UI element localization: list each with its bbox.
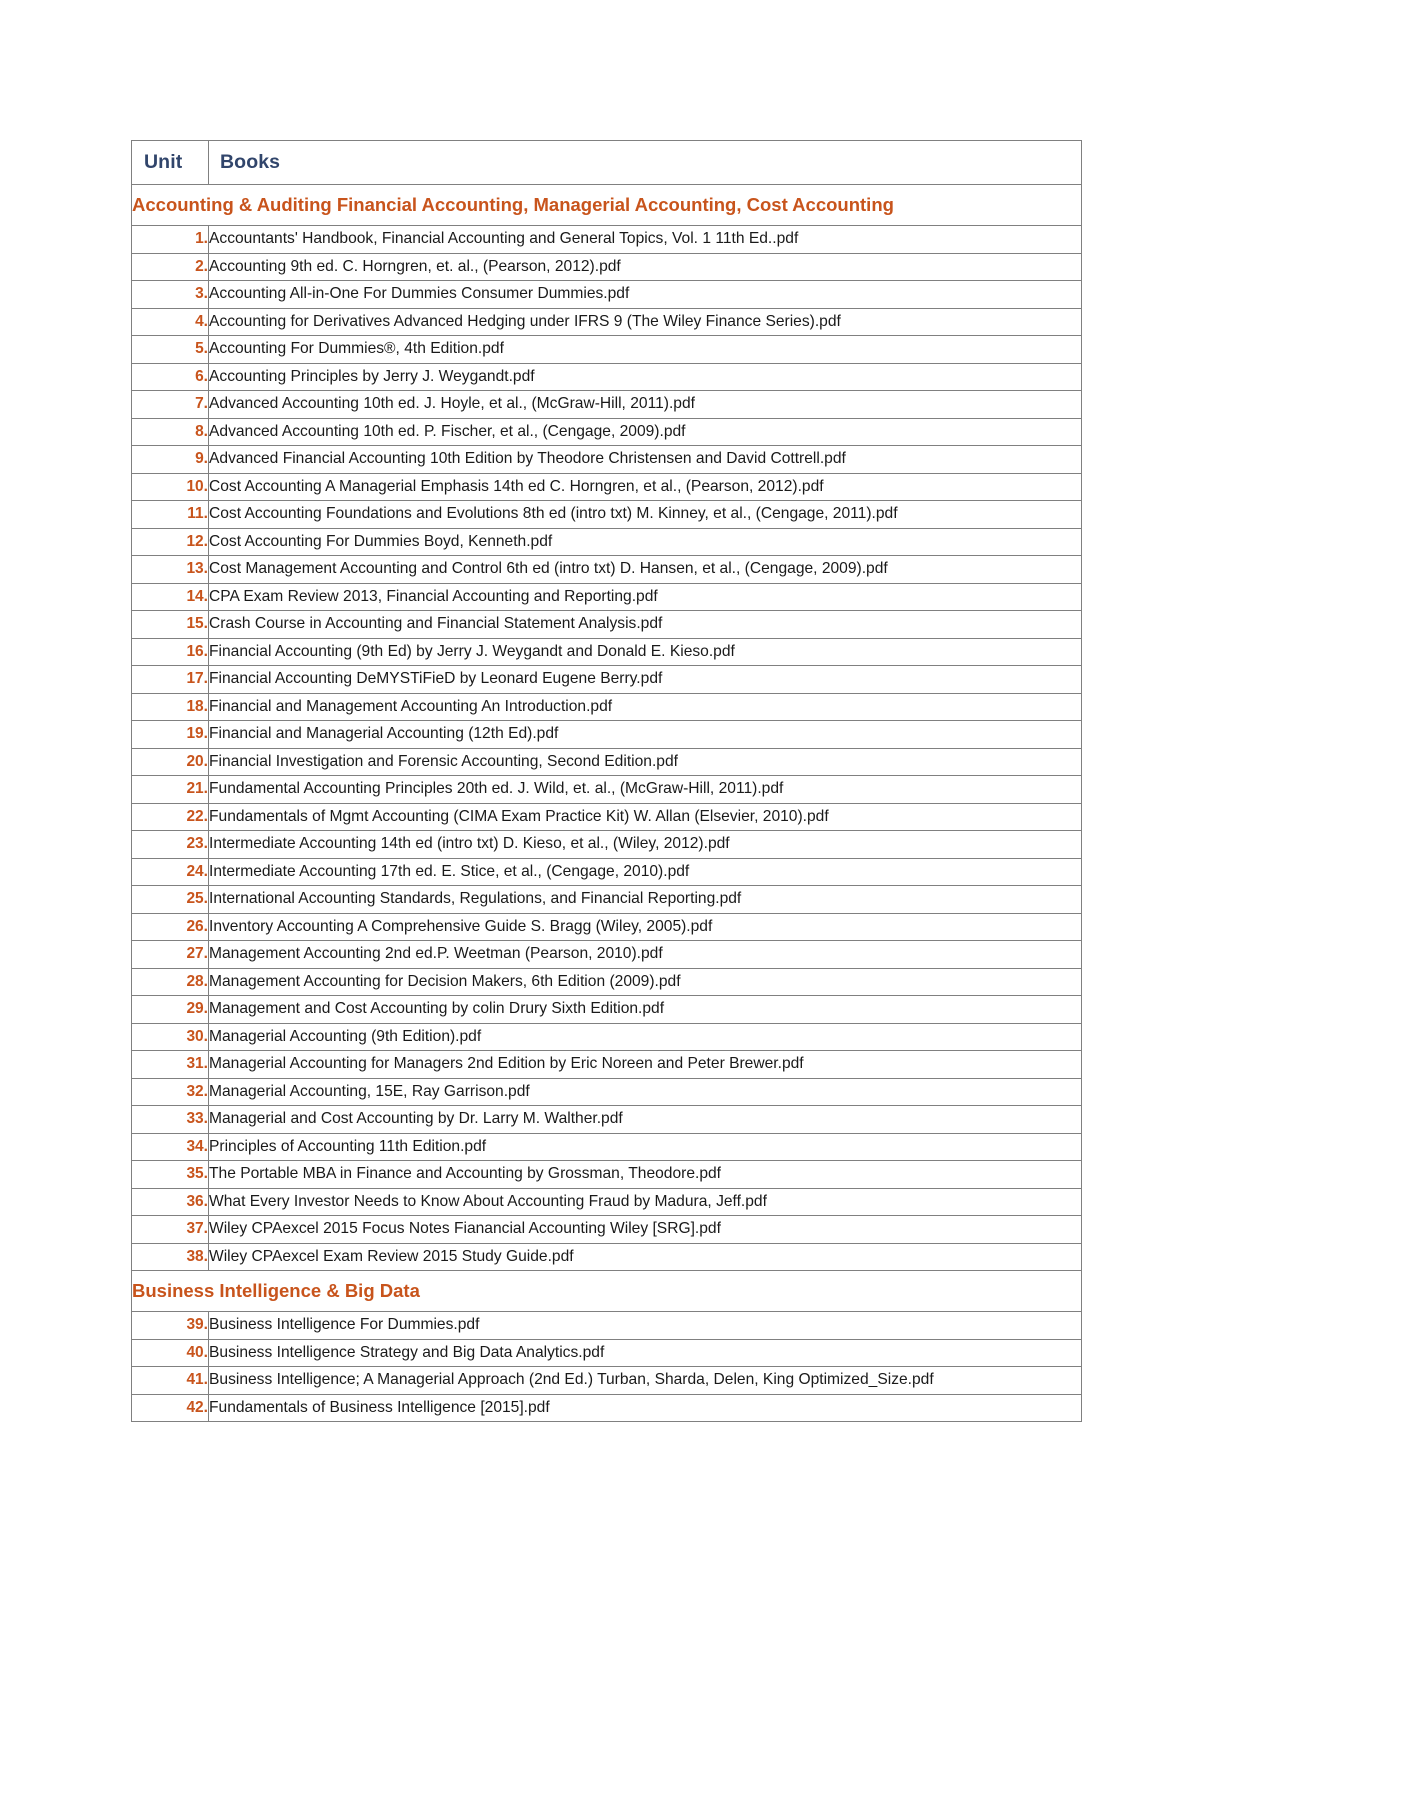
row-number: 25.: [132, 886, 209, 914]
book-title: Crash Course in Accounting and Financial Statement Analysis.pdf: [209, 611, 1082, 639]
row-number: 35.: [132, 1161, 209, 1189]
table-row: [132, 446, 1082, 474]
table-row: [132, 418, 1082, 446]
book-title: Financial Accounting DeMYSTiFieD by Leonard Eugene Berry.pdf: [209, 666, 1082, 694]
book-title: Advanced Financial Accounting 10th Edition by Theodore Christensen and David Cottrell.pdf: [209, 446, 1082, 474]
table-row: [132, 1394, 1082, 1422]
table-row: [132, 748, 1082, 776]
row-number: 36.: [132, 1188, 209, 1216]
row-number: 42.: [132, 1394, 209, 1422]
row-number: 4.: [132, 308, 209, 336]
row-number: 14.: [132, 583, 209, 611]
section-header-row: [132, 185, 1082, 226]
row-number: 27.: [132, 941, 209, 969]
column-header-books: Books: [209, 141, 1082, 185]
table-row: [132, 693, 1082, 721]
row-number: 33.: [132, 1106, 209, 1134]
book-title: Financial Accounting (9th Ed) by Jerry J. Weygandt and Donald E. Kieso.pdf: [209, 638, 1082, 666]
book-title: Managerial and Cost Accounting by Dr. Larry M. Walther.pdf: [209, 1106, 1082, 1134]
table-header-row: [132, 141, 1082, 185]
table-row: [132, 583, 1082, 611]
book-title: Financial and Management Accounting An Introduction.pdf: [209, 693, 1082, 721]
book-title: Cost Accounting Foundations and Evolutions 8th ed (intro txt) M. Kinney, et al., (Cengage, 2011).pdf: [209, 501, 1082, 529]
books-table: [131, 140, 1082, 1422]
table-row: [132, 913, 1082, 941]
table-row: [132, 638, 1082, 666]
table-row: [132, 501, 1082, 529]
book-title: Cost Management Accounting and Control 6th ed (intro txt) D. Hansen, et al., (Cengage, 2009).pdf: [209, 556, 1082, 584]
book-title: Business Intelligence; A Managerial Approach (2nd Ed.) Turban, Sharda, Delen, King Optimized_Size.pdf: [209, 1367, 1082, 1395]
row-number: 17.: [132, 666, 209, 694]
row-number: 18.: [132, 693, 209, 721]
book-title: Wiley CPAexcel Exam Review 2015 Study Guide.pdf: [209, 1243, 1082, 1271]
section-title: Accounting & Auditing Financial Accounting, Managerial Accounting, Cost Accounting: [132, 185, 1082, 226]
book-title: Cost Accounting A Managerial Emphasis 14th ed C. Horngren, et al., (Pearson, 2012).pdf: [209, 473, 1082, 501]
table-row: [132, 831, 1082, 859]
book-title: Managerial Accounting, 15E, Ray Garrison.pdf: [209, 1078, 1082, 1106]
row-number: 29.: [132, 996, 209, 1024]
book-title: Management Accounting 2nd ed.P. Weetman (Pearson, 2010).pdf: [209, 941, 1082, 969]
book-title: What Every Investor Needs to Know About Accounting Fraud by Madura, Jeff.pdf: [209, 1188, 1082, 1216]
book-title: Fundamentals of Mgmt Accounting (CIMA Exam Practice Kit) W. Allan (Elsevier, 2010).pdf: [209, 803, 1082, 831]
book-title: Accounting All-in-One For Dummies Consumer Dummies.pdf: [209, 281, 1082, 309]
book-title: Business Intelligence Strategy and Big Data Analytics.pdf: [209, 1339, 1082, 1367]
table-row: [132, 996, 1082, 1024]
row-number: 31.: [132, 1051, 209, 1079]
table-row: [132, 1078, 1082, 1106]
table-row: [132, 473, 1082, 501]
row-number: 21.: [132, 776, 209, 804]
row-number: 11.: [132, 501, 209, 529]
row-number: 30.: [132, 1023, 209, 1051]
table-row: [132, 721, 1082, 749]
table-row: [132, 1023, 1082, 1051]
table-row: [132, 1106, 1082, 1134]
row-number: 3.: [132, 281, 209, 309]
table-row: [132, 363, 1082, 391]
row-number: 39.: [132, 1312, 209, 1340]
table-row: [132, 308, 1082, 336]
row-number: 20.: [132, 748, 209, 776]
table-row: [132, 611, 1082, 639]
table-row: [132, 886, 1082, 914]
book-title: Fundamentals of Business Intelligence [2015].pdf: [209, 1394, 1082, 1422]
book-title: Cost Accounting For Dummies Boyd, Kenneth.pdf: [209, 528, 1082, 556]
book-title: Accounting for Derivatives Advanced Hedging under IFRS 9 (The Wiley Finance Series).pdf: [209, 308, 1082, 336]
book-title: Management Accounting for Decision Makers, 6th Edition (2009).pdf: [209, 968, 1082, 996]
table-row: [132, 858, 1082, 886]
row-number: 24.: [132, 858, 209, 886]
row-number: 32.: [132, 1078, 209, 1106]
row-number: 22.: [132, 803, 209, 831]
row-number: 26.: [132, 913, 209, 941]
row-number: 6.: [132, 363, 209, 391]
row-number: 1.: [132, 226, 209, 254]
book-title: Accounting For Dummies®, 4th Edition.pdf: [209, 336, 1082, 364]
table-row: [132, 1161, 1082, 1189]
book-title: Accountants' Handbook, Financial Accounting and General Topics, Vol. 1 11th Ed..pdf: [209, 226, 1082, 254]
book-title: Advanced Accounting 10th ed. J. Hoyle, et al., (McGraw-Hill, 2011).pdf: [209, 391, 1082, 419]
row-number: 19.: [132, 721, 209, 749]
row-number: 41.: [132, 1367, 209, 1395]
books-table-container: [131, 140, 1081, 1422]
table-row: [132, 528, 1082, 556]
book-title: Accounting Principles by Jerry J. Weygandt.pdf: [209, 363, 1082, 391]
row-number: 9.: [132, 446, 209, 474]
column-header-unit: Unit: [132, 141, 209, 185]
section-title: Business Intelligence & Big Data: [132, 1271, 1082, 1312]
book-title: Inventory Accounting A Comprehensive Guide S. Bragg (Wiley, 2005).pdf: [209, 913, 1082, 941]
table-row: [132, 1051, 1082, 1079]
book-title: Management and Cost Accounting by colin Drury Sixth Edition.pdf: [209, 996, 1082, 1024]
book-title: Intermediate Accounting 17th ed. E. Stice, et al., (Cengage, 2010).pdf: [209, 858, 1082, 886]
table-row: [132, 556, 1082, 584]
section-header-row: [132, 1271, 1082, 1312]
book-title: International Accounting Standards, Regulations, and Financial Reporting.pdf: [209, 886, 1082, 914]
row-number: 16.: [132, 638, 209, 666]
row-number: 2.: [132, 253, 209, 281]
book-title: Financial and Managerial Accounting (12th Ed).pdf: [209, 721, 1082, 749]
table-row: [132, 803, 1082, 831]
table-row: [132, 666, 1082, 694]
book-title: Accounting 9th ed. C. Horngren, et. al., (Pearson, 2012).pdf: [209, 253, 1082, 281]
row-number: 38.: [132, 1243, 209, 1271]
row-number: 15.: [132, 611, 209, 639]
table-row: [132, 1312, 1082, 1340]
table-row: [132, 391, 1082, 419]
row-number: 12.: [132, 528, 209, 556]
book-title: Intermediate Accounting 14th ed (intro txt) D. Kieso, et al., (Wiley, 2012).pdf: [209, 831, 1082, 859]
row-number: 10.: [132, 473, 209, 501]
row-number: 28.: [132, 968, 209, 996]
table-row: [132, 226, 1082, 254]
table-row: [132, 336, 1082, 364]
table-row: [132, 941, 1082, 969]
row-number: 8.: [132, 418, 209, 446]
book-title: Managerial Accounting for Managers 2nd Edition by Eric Noreen and Peter Brewer.pdf: [209, 1051, 1082, 1079]
book-title: The Portable MBA in Finance and Accounting by Grossman, Theodore.pdf: [209, 1161, 1082, 1189]
table-row: [132, 1339, 1082, 1367]
row-number: 34.: [132, 1133, 209, 1161]
book-title: Financial Investigation and Forensic Accounting, Second Edition.pdf: [209, 748, 1082, 776]
table-row: [132, 1216, 1082, 1244]
book-title: CPA Exam Review 2013, Financial Accounting and Reporting.pdf: [209, 583, 1082, 611]
table-row: [132, 281, 1082, 309]
book-title: Managerial Accounting (9th Edition).pdf: [209, 1023, 1082, 1051]
row-number: 40.: [132, 1339, 209, 1367]
row-number: 7.: [132, 391, 209, 419]
book-title: Advanced Accounting 10th ed. P. Fischer, et al., (Cengage, 2009).pdf: [209, 418, 1082, 446]
row-number: 37.: [132, 1216, 209, 1244]
row-number: 5.: [132, 336, 209, 364]
table-row: [132, 1133, 1082, 1161]
table-row: [132, 1243, 1082, 1271]
row-number: 13.: [132, 556, 209, 584]
book-title: Principles of Accounting 11th Edition.pdf: [209, 1133, 1082, 1161]
book-title: Fundamental Accounting Principles 20th ed. J. Wild, et. al., (McGraw-Hill, 2011).pdf: [209, 776, 1082, 804]
table-row: [132, 776, 1082, 804]
book-title: Business Intelligence For Dummies.pdf: [209, 1312, 1082, 1340]
table-row: [132, 968, 1082, 996]
table-row: [132, 1367, 1082, 1395]
book-title: Wiley CPAexcel 2015 Focus Notes Fianancial Accounting Wiley [SRG].pdf: [209, 1216, 1082, 1244]
table-row: [132, 253, 1082, 281]
table-row: [132, 1188, 1082, 1216]
row-number: 23.: [132, 831, 209, 859]
